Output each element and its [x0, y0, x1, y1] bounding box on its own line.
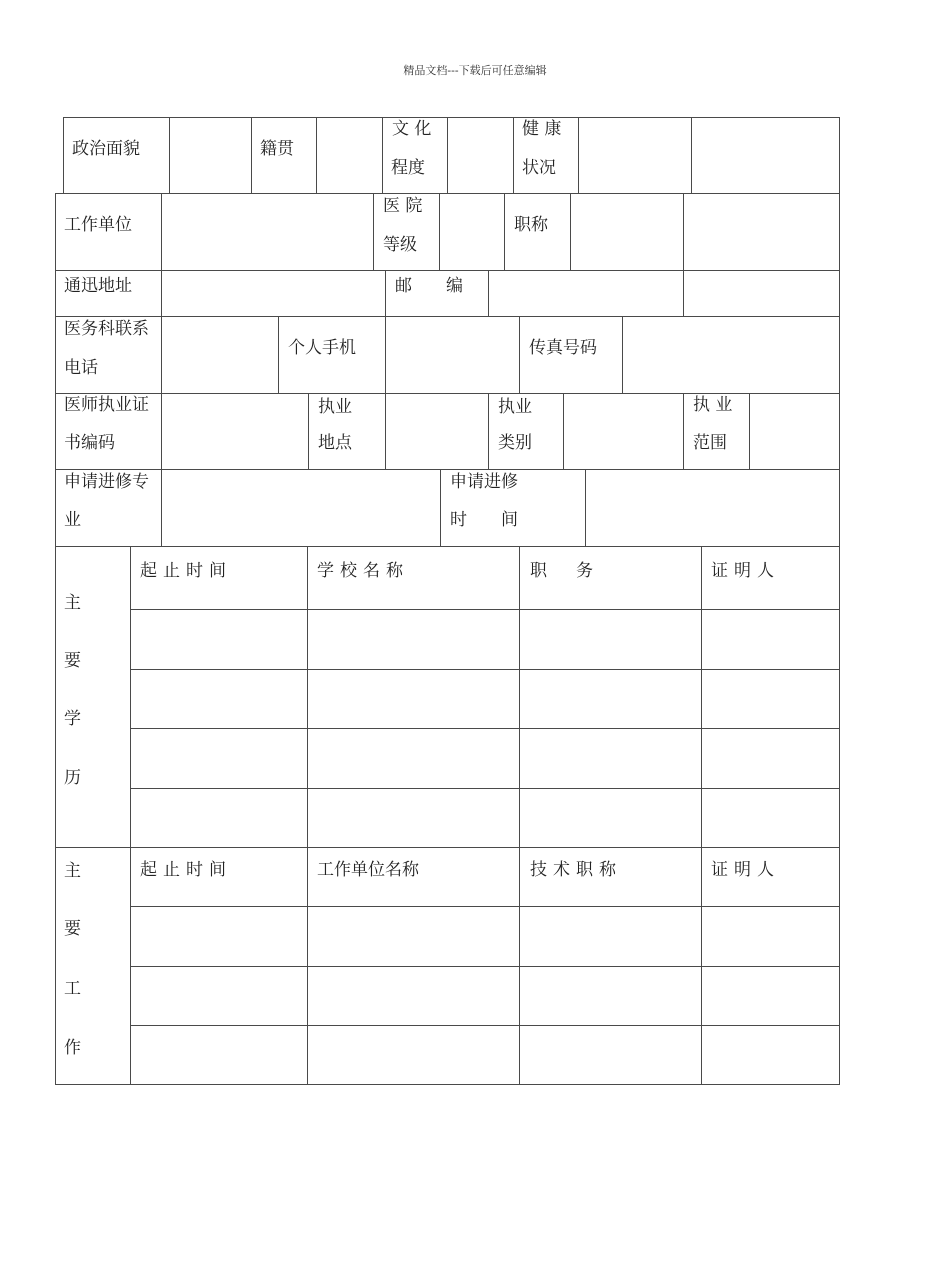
label-fax-number: 传真号码	[529, 338, 597, 358]
table-line	[130, 609, 840, 610]
table-line	[701, 546, 702, 1084]
table-line	[55, 1084, 840, 1085]
table-line	[563, 393, 564, 469]
education-header-school: 学校名称	[317, 561, 409, 581]
table-line	[691, 117, 692, 193]
label-education-level-line1: 文 化	[392, 119, 432, 139]
education-side-label-char: 主	[64, 593, 81, 613]
label-political-status: 政治面貌	[72, 139, 140, 159]
table-line	[161, 316, 162, 393]
table-line	[130, 546, 131, 1084]
table-line	[63, 117, 64, 193]
table-line	[683, 193, 684, 270]
work-side-label-char: 作	[64, 1038, 81, 1058]
work-side-label-char: 主	[64, 861, 81, 881]
table-line	[749, 393, 750, 469]
table-line	[278, 316, 279, 393]
table-line	[373, 193, 374, 270]
table-line	[385, 393, 386, 469]
table-line	[130, 906, 840, 907]
label-work-unit: 工作单位	[64, 215, 132, 235]
table-line	[130, 669, 840, 670]
label-license-number-line2: 书编码	[64, 433, 115, 453]
work-side-label-char: 要	[64, 919, 81, 939]
table-line	[55, 193, 56, 1084]
table-line	[63, 117, 840, 118]
table-line	[488, 393, 489, 469]
table-line	[55, 847, 840, 848]
table-line	[161, 270, 162, 316]
table-line	[169, 117, 170, 193]
education-side-label-char: 要	[64, 651, 81, 671]
label-practice-place-line1: 执业	[318, 397, 352, 417]
table-line	[440, 469, 441, 546]
table-line	[519, 316, 520, 393]
table-line	[130, 1025, 840, 1026]
label-health-line1: 健 康	[522, 119, 562, 139]
label-training-major-line1: 申请进修专	[64, 472, 149, 492]
table-line	[308, 393, 309, 469]
work-header-employer: 工作单位名称	[317, 860, 419, 880]
label-training-time-line2: 时 间	[450, 510, 518, 530]
education-header-position: 职 务	[530, 561, 599, 581]
table-line	[504, 193, 505, 270]
education-side-label-char: 历	[64, 768, 81, 788]
table-line	[683, 393, 684, 469]
table-line	[161, 469, 162, 546]
table-line	[130, 966, 840, 967]
table-line	[585, 469, 586, 546]
table-line	[447, 117, 448, 193]
label-medical-dept-phone-line2: 电话	[64, 358, 98, 378]
label-education-level-line2: 程度	[391, 158, 425, 178]
table-line	[55, 469, 840, 470]
table-line	[55, 546, 840, 547]
education-side-label-char: 学	[64, 709, 81, 729]
label-practice-scope-line2: 范围	[693, 433, 727, 453]
table-line	[513, 117, 514, 193]
work-header-tech-title: 技术职称	[530, 860, 622, 880]
table-line	[307, 546, 308, 1084]
label-hospital-level-line1: 医 院	[383, 196, 423, 216]
label-license-number-line1: 医师执业证	[64, 395, 149, 415]
label-hospital-level-line2: 等级	[383, 235, 417, 255]
table-line	[385, 270, 386, 316]
table-line	[488, 270, 489, 316]
page-header: 精品文档---下载后可任意编辑	[403, 64, 547, 77]
table-line	[683, 270, 684, 316]
table-line	[578, 117, 579, 193]
table-line	[382, 117, 383, 193]
label-postcode: 邮 编	[395, 276, 463, 296]
work-side-label-char: 工	[64, 979, 81, 999]
table-line	[130, 728, 840, 729]
label-practice-category-line2: 类别	[498, 433, 532, 453]
table-line	[251, 117, 252, 193]
table-line	[570, 193, 571, 270]
table-line	[161, 393, 162, 469]
table-line	[55, 316, 840, 317]
label-native-place: 籍贯	[260, 139, 294, 159]
education-header-witness: 证明人	[711, 561, 780, 581]
work-header-witness: 证明人	[711, 860, 780, 880]
table-line	[839, 117, 840, 1085]
label-practice-scope-line1: 执 业	[693, 395, 733, 415]
label-practice-category-line1: 执业	[498, 397, 532, 417]
label-training-major-line2: 业	[64, 510, 81, 530]
label-practice-place-line2: 地点	[318, 433, 352, 453]
table-line	[622, 316, 623, 393]
label-health-line2: 状况	[522, 158, 556, 178]
label-medical-dept-phone-line1: 医务科联系	[64, 319, 149, 339]
table-line	[519, 546, 520, 1084]
education-header-period: 起止时间	[140, 561, 232, 581]
label-training-time-line1: 申请进修	[450, 472, 518, 492]
label-mobile-phone: 个人手机	[288, 338, 356, 358]
label-title: 职称	[514, 215, 548, 235]
table-line	[130, 788, 840, 789]
work-header-period: 起止时间	[140, 860, 232, 880]
label-address: 通迅地址	[64, 276, 132, 296]
table-line	[316, 117, 317, 193]
table-line	[161, 193, 162, 270]
table-line	[385, 316, 386, 393]
table-line	[439, 193, 440, 270]
table-line	[55, 193, 840, 194]
